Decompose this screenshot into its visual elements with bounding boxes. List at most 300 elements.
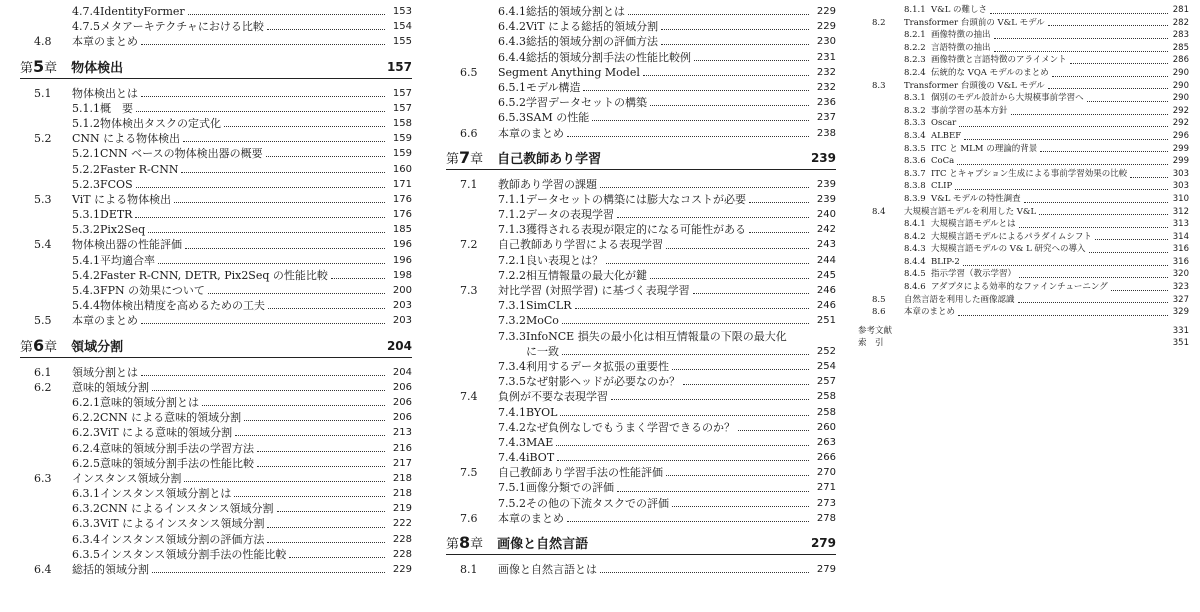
entry-page-number: 204	[392, 366, 412, 378]
entry-number: 6.3.2	[72, 502, 100, 516]
entry-title: に一致	[526, 344, 559, 358]
entry-number: 5.2.1	[72, 147, 100, 161]
entry-number: 5.4.3	[72, 284, 100, 297]
toc-section-entry[interactable]	[20, 237, 412, 252]
toc-subsection-entry[interactable]	[858, 281, 1189, 294]
dot-leader	[224, 126, 385, 127]
toc-subsection-entry[interactable]	[446, 50, 836, 65]
dot-leader	[693, 293, 809, 294]
dot-leader	[136, 111, 385, 112]
entry-number: 5.3.2	[72, 223, 100, 237]
entry-page-number: 158	[392, 117, 412, 129]
toc-subsection-entry[interactable]	[20, 268, 412, 283]
toc-column-2	[446, 4, 836, 577]
dot-leader	[994, 51, 1168, 52]
entry-number: 8.1.1	[904, 5, 926, 15]
entry-page-number: 232	[816, 81, 836, 93]
entry-title: FCOS	[100, 177, 133, 191]
entry-number: 7.3	[460, 284, 478, 297]
dot-leader	[1048, 88, 1168, 89]
toc-subsection-entry[interactable]	[20, 101, 412, 116]
chapter-7-heading[interactable]: 第7章 自己教師あり学習 239	[446, 147, 836, 170]
toc-subsection-entry[interactable]	[20, 146, 412, 161]
toc-subsection-entry[interactable]	[446, 359, 836, 374]
toc-subsection-entry[interactable]	[858, 92, 1189, 105]
entry-title: 参考文献	[858, 325, 893, 336]
dot-leader	[958, 315, 1168, 316]
toc-section-entry[interactable]	[446, 65, 836, 80]
entry-page-number: 327	[1172, 294, 1189, 305]
toc-subsection-entry[interactable]	[446, 207, 836, 222]
entry-page-number: 283	[1172, 30, 1189, 41]
dot-leader	[181, 172, 385, 173]
toc-section-entry[interactable]	[20, 562, 412, 577]
entry-number: 6.4.4	[498, 50, 526, 64]
entry-page-number: 185	[392, 224, 412, 236]
toc-subsection-entry[interactable]	[20, 162, 412, 177]
entry-title: ITC と MLM の理論的背景	[931, 143, 1038, 154]
entry-page-number: 196	[392, 254, 412, 266]
entry-page-number: 157	[392, 102, 412, 114]
toc-section-entry[interactable]	[858, 80, 1189, 93]
entries-ch5	[20, 86, 412, 329]
entry-number: 8.4.6	[904, 282, 926, 293]
toc-subsection-entry[interactable]	[446, 329, 836, 344]
entry-number: 7.3.5	[498, 375, 526, 389]
toc-subsection-entry[interactable]	[858, 4, 1189, 17]
toc-section-entry[interactable]	[446, 177, 836, 192]
entry-page-number: 285	[1172, 42, 1189, 53]
entry-page-number: 316	[1172, 256, 1189, 267]
toc-subsection-entry[interactable]	[20, 501, 412, 516]
dot-leader	[152, 390, 385, 391]
entry-number: 5.4.2	[72, 268, 100, 282]
dot-leader	[567, 136, 809, 137]
entry-page-number: 218	[392, 472, 412, 484]
entry-number: 8.3.5	[904, 143, 926, 154]
toc-subsection-entry[interactable]	[858, 117, 1189, 130]
entry-title: 画像分類での評価	[526, 481, 614, 495]
entry-page-number: 217	[392, 457, 412, 469]
entry-page-number: 206	[392, 412, 412, 424]
entry-number: 8.2	[872, 17, 886, 28]
dot-leader	[575, 308, 810, 309]
entry-number: 5.3	[34, 192, 52, 206]
toc-subsection-entry[interactable]	[446, 253, 836, 268]
dot-leader	[148, 232, 385, 233]
entry-title: 物体検出とは	[72, 86, 138, 100]
entry-number: 7.3.3	[498, 329, 526, 343]
chapter-8-heading[interactable]: 第8章 画像と自然言語 279	[446, 532, 836, 555]
entry-title: CoCa	[931, 156, 955, 167]
entry-number: 6.4	[34, 563, 52, 576]
toc-subsection-entry[interactable]	[858, 155, 1189, 168]
toc-subsection-entry[interactable]	[858, 218, 1189, 231]
dot-leader	[152, 572, 385, 573]
entry-page-number: 240	[816, 209, 836, 221]
dot-leader	[672, 369, 809, 370]
toc-section-entry[interactable]	[858, 306, 1189, 319]
entry-page-number: 292	[1172, 118, 1189, 129]
dot-leader	[1018, 302, 1168, 303]
toc-subsection-entry[interactable]	[858, 67, 1189, 80]
dot-leader	[136, 187, 385, 188]
entry-number: 8.4	[872, 206, 886, 217]
toc-subsection-entry[interactable]	[20, 207, 412, 222]
entry-title: CNN ベースの物体検出器の概要	[100, 147, 263, 161]
dot-leader	[990, 13, 1168, 14]
dot-leader	[562, 323, 809, 324]
back-matter-entry[interactable]	[858, 337, 1189, 350]
entry-title: 自己教師あり学習による表現学習	[498, 238, 663, 252]
toc-subsection-entry[interactable]	[20, 116, 412, 131]
entry-page-number: 246	[816, 285, 836, 296]
entry-page-number: 303	[1172, 168, 1189, 179]
entry-page-number: 329	[1172, 307, 1189, 318]
entry-title: BLIP-2	[931, 256, 960, 267]
toc-subsection-entry[interactable]	[858, 231, 1189, 244]
toc-subsection-entry[interactable]	[20, 222, 412, 237]
dot-leader	[683, 384, 809, 385]
toc-section-entry[interactable]	[446, 126, 836, 141]
entry-number: 6.5.1	[498, 80, 526, 94]
toc-subsection-entry[interactable]	[858, 29, 1189, 42]
entry-title: 本章のまとめ	[498, 511, 564, 525]
toc-subsection-entry[interactable]	[858, 193, 1189, 206]
toc-subsection-entry[interactable]	[446, 344, 836, 359]
entry-page-number: 237	[816, 112, 836, 124]
entry-title: インスタンス領域分割手法の性能比較	[100, 547, 287, 561]
dot-leader	[600, 187, 809, 188]
toc-subsection-entry[interactable]	[446, 19, 836, 34]
toc-subsection-entry[interactable]	[446, 374, 836, 389]
toc-section-entry[interactable]	[446, 237, 836, 252]
entry-title: 本章のまとめ	[72, 35, 138, 49]
toc-subsection-entry[interactable]	[858, 42, 1189, 55]
entry-page-number: 351	[1172, 338, 1189, 349]
toc-subsection-entry[interactable]	[446, 34, 836, 49]
entry-title: 伝統的な VQA モデルのまとめ	[931, 67, 1049, 78]
entry-page-number: 245	[816, 269, 836, 281]
entry-number: 6.3.3	[72, 517, 100, 531]
entries-ch6	[20, 365, 412, 578]
entry-page-number: 203	[392, 315, 412, 327]
dot-leader	[650, 105, 809, 106]
toc-subsection-entry[interactable]	[446, 110, 836, 125]
entry-page-number: 278	[816, 512, 836, 524]
toc-subsection-entry[interactable]	[20, 456, 412, 471]
entry-number: 7.4.1	[498, 405, 526, 419]
entry-number: 8.6	[872, 307, 886, 318]
entry-page-number: 296	[1172, 130, 1189, 141]
entry-title: Segment Anything Model	[498, 65, 640, 79]
entry-title: InfoNCE 損失の最小化は相互情報量の下限の最大化	[526, 329, 787, 343]
toc-subsection-entry[interactable]	[446, 420, 836, 435]
entry-title: 画像特徴と言語特徴のアライメント	[931, 55, 1067, 66]
dot-leader	[1052, 76, 1168, 77]
entry-page-number: 271	[816, 482, 836, 494]
entry-title: 言語特徴の抽出	[931, 42, 991, 53]
entry-title: SAM の性能	[526, 111, 590, 125]
entry-number: 6.4.2	[498, 20, 526, 34]
toc-subsection-entry[interactable]	[446, 450, 836, 465]
entry-number: 8.3.4	[904, 130, 926, 141]
dot-leader	[661, 44, 809, 45]
dot-leader	[994, 38, 1168, 39]
entry-title: 領域分割とは	[72, 365, 138, 379]
toc-subsection-entry[interactable]	[446, 405, 836, 420]
entry-number: 8.3.1	[904, 93, 926, 104]
entry-page-number: 229	[392, 564, 412, 575]
toc-section-entry[interactable]	[20, 471, 412, 486]
entry-number: 7.4	[460, 390, 478, 404]
entry-title: なぜ負例なしでもうまく学習できるのか？	[526, 420, 735, 434]
toc-subsection-entry[interactable]	[446, 80, 836, 95]
toc-subsection-entry[interactable]	[858, 168, 1189, 181]
dot-leader	[694, 60, 809, 61]
entry-page-number: 244	[816, 254, 836, 266]
entry-number: 6.5.3	[498, 111, 526, 125]
dot-leader	[1011, 114, 1168, 115]
entry-number: 6.5	[460, 65, 478, 79]
entry-page-number: 316	[1172, 244, 1189, 255]
toc-subsection-entry[interactable]	[20, 547, 412, 562]
dot-leader	[650, 278, 809, 279]
entry-page-number: 198	[392, 269, 412, 281]
toc-subsection-entry[interactable]	[20, 395, 412, 410]
entry-page-number: 216	[392, 442, 412, 454]
entry-page-number: 196	[392, 239, 412, 251]
entry-page-number: 263	[816, 436, 836, 448]
dot-leader	[959, 126, 1168, 127]
dot-leader	[267, 527, 385, 528]
toc-subsection-entry[interactable]	[446, 268, 836, 283]
toc-subsection-entry[interactable]	[20, 516, 412, 531]
toc-subsection-entry[interactable]	[446, 480, 836, 495]
toc-subsection-entry[interactable]	[858, 54, 1189, 67]
chapter-6-heading[interactable]: 第6章 領域分割 204	[20, 335, 412, 358]
dot-leader	[749, 202, 809, 203]
entry-number: 7.1	[460, 177, 478, 191]
toc-subsection-entry[interactable]	[858, 268, 1189, 281]
entry-title: モデル構造	[526, 80, 581, 94]
toc-subsection-entry[interactable]	[446, 192, 836, 207]
entries-col3	[858, 4, 1189, 319]
entry-number: 5.1	[34, 86, 52, 100]
entry-title: CNN による意味的領域分割	[100, 411, 242, 425]
chapter-5-heading[interactable]: 第5章 物体検出 157	[20, 56, 412, 79]
entry-page-number: 314	[1172, 231, 1189, 242]
toc-subsection-entry[interactable]	[20, 177, 412, 192]
entry-page-number: 171	[392, 178, 412, 190]
dot-leader	[1040, 151, 1168, 152]
dot-leader	[257, 451, 385, 452]
toc-subsection-entry[interactable]	[446, 435, 836, 450]
toc-section-entry[interactable]	[20, 313, 412, 328]
entries-back-matter	[858, 325, 1189, 350]
entry-page-number: 320	[1172, 269, 1189, 280]
toc-section-entry[interactable]	[446, 389, 836, 404]
entry-number: 8.5	[872, 294, 886, 305]
entry-number: 6.3.4	[72, 532, 100, 546]
entry-title: 概 要	[100, 101, 133, 115]
toc-section-entry[interactable]	[446, 562, 836, 577]
entry-title: FPN の効果について	[100, 284, 205, 297]
toc-subsection-entry[interactable]	[858, 256, 1189, 269]
toc-section-entry[interactable]	[20, 34, 412, 49]
entry-page-number: 270	[816, 467, 836, 479]
entry-page-number: 257	[816, 376, 836, 388]
dot-leader	[1095, 239, 1168, 240]
entry-title: 物体検出タスクの定式化	[100, 116, 221, 130]
entry-title: Faster R-CNN, DETR, Pix2Seq の性能比較	[100, 268, 328, 282]
dot-leader	[202, 405, 385, 406]
dot-leader	[617, 491, 809, 492]
toc-subsection-entry[interactable]	[20, 283, 412, 298]
dot-leader	[158, 263, 385, 264]
entry-title: 本章のまとめ	[72, 314, 138, 328]
toc-subsection-entry[interactable]	[20, 532, 412, 547]
toc-subsection-entry[interactable]	[446, 496, 836, 511]
toc-section-entry[interactable]	[20, 380, 412, 395]
toc-section-entry[interactable]	[20, 365, 412, 380]
entry-page-number: 246	[816, 300, 836, 312]
entry-number: 6.4.3	[498, 35, 526, 49]
entry-page-number: 159	[392, 148, 412, 160]
entry-number: 6.6	[460, 126, 478, 140]
dot-leader	[268, 308, 385, 309]
dot-leader	[611, 399, 809, 400]
entry-title: 意味的領域分割手法の性能比較	[100, 456, 254, 470]
toc-section-entry[interactable]	[858, 206, 1189, 219]
entry-title: 総括的領域分割とは	[526, 5, 625, 18]
dot-leader	[1087, 101, 1168, 102]
entry-number: 7.5.1	[498, 481, 526, 495]
dot-leader	[141, 96, 385, 97]
toc-subsection-entry[interactable]	[20, 298, 412, 313]
entry-page-number: 281	[1172, 5, 1189, 15]
entry-page-number: 239	[816, 178, 836, 190]
entry-title: ViT によるインスタンス領域分割	[100, 517, 265, 531]
dot-leader	[957, 164, 1168, 165]
toc-subsection-entry[interactable]	[858, 180, 1189, 193]
toc-subsection-entry[interactable]	[858, 143, 1189, 156]
entry-page-number: 282	[1172, 17, 1189, 28]
dot-leader	[1089, 252, 1168, 253]
dot-leader	[266, 156, 385, 157]
entry-page-number: 290	[1172, 93, 1189, 104]
entry-title: 大規模言語モデルとは	[931, 219, 1016, 230]
entry-number: 8.2.3	[904, 55, 926, 66]
entry-number: 6.4.1	[498, 5, 526, 18]
toc-section-entry[interactable]	[446, 511, 836, 526]
dot-leader	[643, 75, 809, 76]
toc-subsection-entry[interactable]	[446, 313, 836, 328]
entry-title: ViT による意味的領域分割	[100, 426, 233, 440]
toc-section-entry[interactable]	[446, 465, 836, 480]
dot-leader	[185, 248, 385, 249]
entry-page-number: 290	[1172, 67, 1189, 78]
entry-number: 6.1	[34, 365, 52, 379]
toc-subsection-entry[interactable]	[20, 410, 412, 425]
entry-title: 大規模言語モデルの V& L 研究への導入	[931, 244, 1086, 255]
toc-subsection-entry[interactable]	[20, 486, 412, 501]
entry-title: BYOL	[526, 405, 558, 419]
toc-subsection-entry[interactable]	[858, 130, 1189, 143]
toc-subsection-entry[interactable]	[446, 4, 836, 19]
dot-leader	[1130, 177, 1168, 178]
entry-title: ViT による総括的領域分割	[526, 20, 659, 34]
entry-page-number: 331	[1172, 325, 1189, 336]
dot-leader	[963, 265, 1168, 266]
entry-page-number: 200	[392, 285, 412, 296]
toc-subsection-entry[interactable]	[20, 441, 412, 456]
entry-number: 8.2.2	[904, 42, 926, 53]
entry-number: 7.1.1	[498, 192, 526, 206]
toc-section-entry[interactable]	[20, 192, 412, 207]
entry-title: 教師あり学習の課題	[498, 177, 597, 191]
entry-title: MAE	[526, 435, 554, 449]
entry-title: CLIP	[931, 181, 953, 192]
dot-leader	[628, 14, 809, 15]
dot-leader	[964, 139, 1168, 140]
toc-subsection-entry[interactable]	[446, 298, 836, 313]
entry-page-number: 218	[392, 488, 412, 500]
dot-leader	[257, 466, 385, 467]
entry-page-number: 157	[392, 87, 412, 99]
dot-leader	[331, 278, 385, 279]
entry-number: 6.3.1	[72, 487, 100, 501]
entry-number: 6.3.5	[72, 547, 100, 561]
entry-number: 7.4.4	[498, 451, 526, 465]
entry-number: 6.5.2	[498, 96, 526, 110]
entry-title: iBOT	[526, 451, 555, 465]
entry-title: 自然言語を利用した画像認識	[904, 294, 1015, 305]
entry-title: 相互情報量の最大化が鍵	[526, 268, 647, 282]
toc-section-entry[interactable]	[858, 17, 1189, 30]
entry-title: 良い表現とは？	[526, 253, 603, 267]
dot-leader	[666, 475, 809, 476]
toc-section-entry[interactable]	[446, 283, 836, 298]
toc-subsection-entry[interactable]	[858, 105, 1189, 118]
dot-leader	[141, 323, 385, 324]
toc-subsection-entry[interactable]	[446, 95, 836, 110]
dot-leader	[235, 435, 385, 436]
entry-number: 6.2.3	[72, 426, 100, 440]
toc-subsection-entry[interactable]	[20, 19, 412, 34]
toc-subsection-entry[interactable]	[20, 425, 412, 440]
toc-subsection-entry[interactable]	[858, 243, 1189, 256]
entry-number: 6.2.5	[72, 456, 100, 470]
entry-title: インスタンス領域分割	[72, 471, 182, 485]
back-matter-entry[interactable]	[858, 325, 1189, 338]
toc-subsection-entry[interactable]	[446, 222, 836, 237]
toc-section-entry[interactable]	[20, 131, 412, 146]
toc-section-entry[interactable]	[858, 294, 1189, 307]
entry-number: 6.2	[34, 380, 52, 394]
dot-leader	[1024, 202, 1168, 203]
toc-subsection-entry[interactable]	[20, 253, 412, 268]
entry-page-number: 279	[816, 564, 836, 575]
entry-title: 指示学習（教示学習）	[931, 269, 1017, 280]
entries-ch8	[446, 562, 836, 577]
toc-section-entry[interactable]	[20, 86, 412, 101]
entry-page-number: 228	[392, 533, 412, 545]
dot-leader	[289, 557, 385, 558]
toc-subsection-entry[interactable]	[20, 4, 412, 19]
entry-number: 5.4.1	[72, 253, 100, 267]
entry-title: ITC とキャプション生成による事前学習効果の比較	[931, 168, 1128, 179]
